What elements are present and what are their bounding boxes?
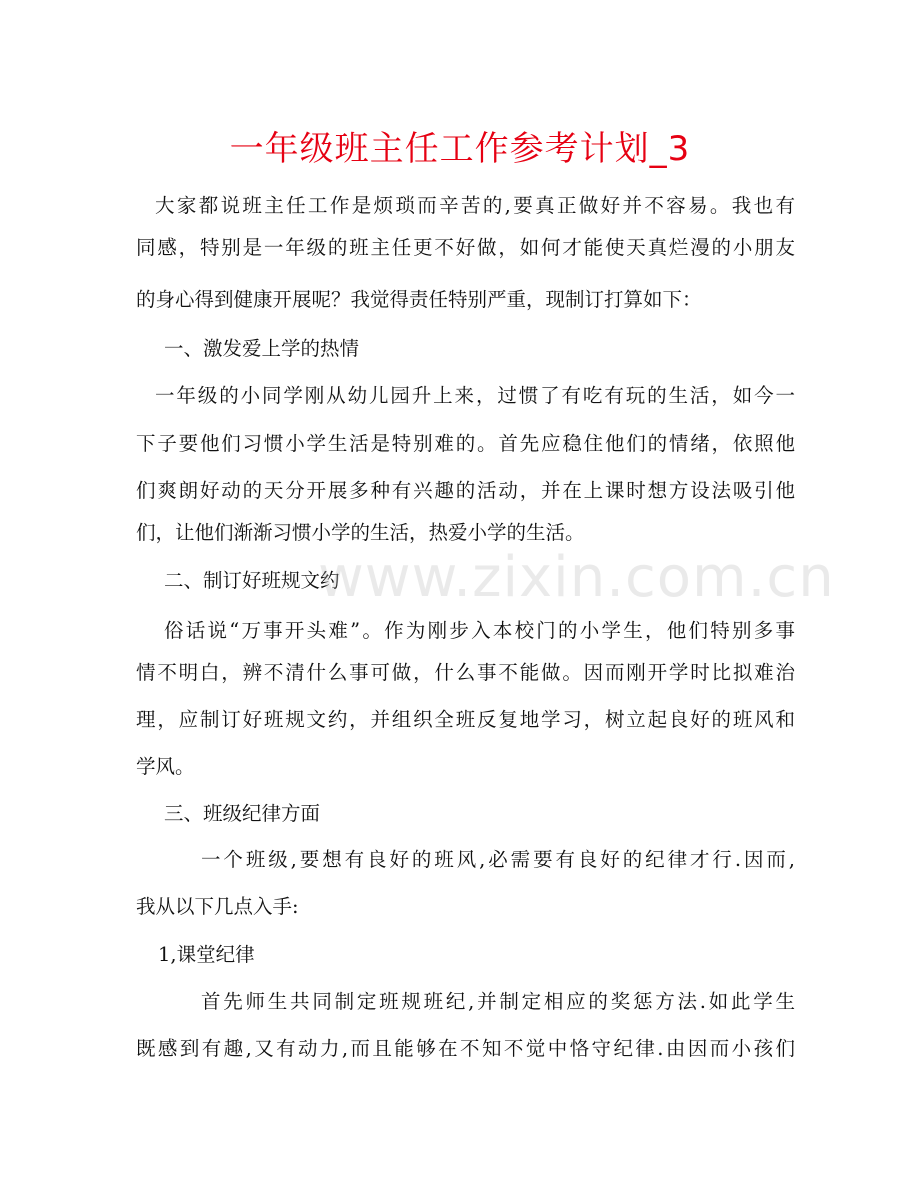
paragraph-line: 既感到有趣,又有动力,而且能够在不知不觉中恪守纪律.由因而小孩们 xyxy=(136,1037,795,1060)
paragraph-line: 们，让他们渐渐习惯小学的生活，热爱小学的生活。 xyxy=(136,521,585,544)
section-heading: 二、制订好班规文约 xyxy=(164,569,340,592)
document-title: 一年级班主任工作参考计划_3 xyxy=(229,129,691,169)
paragraph-line: 情不明白，辨不清什么事可做，什么事不能做。因而刚开学时比拟难治 xyxy=(136,661,795,684)
section-heading: 三、班级纪律方面 xyxy=(164,802,321,825)
paragraph-line: 同感，特别是一年级的班主任更不好做，如何才能使天真烂漫的小朋友 xyxy=(136,236,795,259)
paragraph-line: 理，应制订好班规文约，并组织全班反复地学习，树立起良好的班风和 xyxy=(136,708,795,731)
paragraph-line: 们爽朗好动的天分开展多种有兴趣的活动，并在上课时想方设法吸引他 xyxy=(136,479,795,502)
paragraph-line: 的身心得到健康开展呢？我觉得责任特别严重，现制订打算如下： xyxy=(136,288,702,311)
paragraph-line: 一年级的小同学刚从幼儿园升上来，过惯了有吃有玩的生活，如今一 xyxy=(155,384,795,407)
paragraph-line: 学风。 xyxy=(136,755,195,778)
paragraph-line: 俗话说“万事开头难”。作为刚步入本校门的小学生，他们特别多事 xyxy=(164,619,795,642)
paragraph-line: 首先师生共同制定班规班纪,并制定相应的奖惩方法.如此学生 xyxy=(201,990,795,1013)
paragraph-line: 我从以下几点入手: xyxy=(136,895,299,918)
section-heading: 一、激发爱上学的热情 xyxy=(164,337,360,360)
paragraph-line: 下子要他们习惯小学生活是特别难的。首先应稳住他们的情绪，依照他 xyxy=(136,432,795,455)
watermark-text: www.zixin.com.cn xyxy=(318,545,835,610)
subsection-heading: 1,课堂纪律 xyxy=(158,943,255,966)
paragraph-line: 大家都说班主任工作是烦琐而辛苦的,要真正做好并不容易。我也有 xyxy=(155,194,795,217)
paragraph-line: 一个班级,要想有良好的班风,必需要有良好的纪律才行.因而, xyxy=(201,848,795,871)
